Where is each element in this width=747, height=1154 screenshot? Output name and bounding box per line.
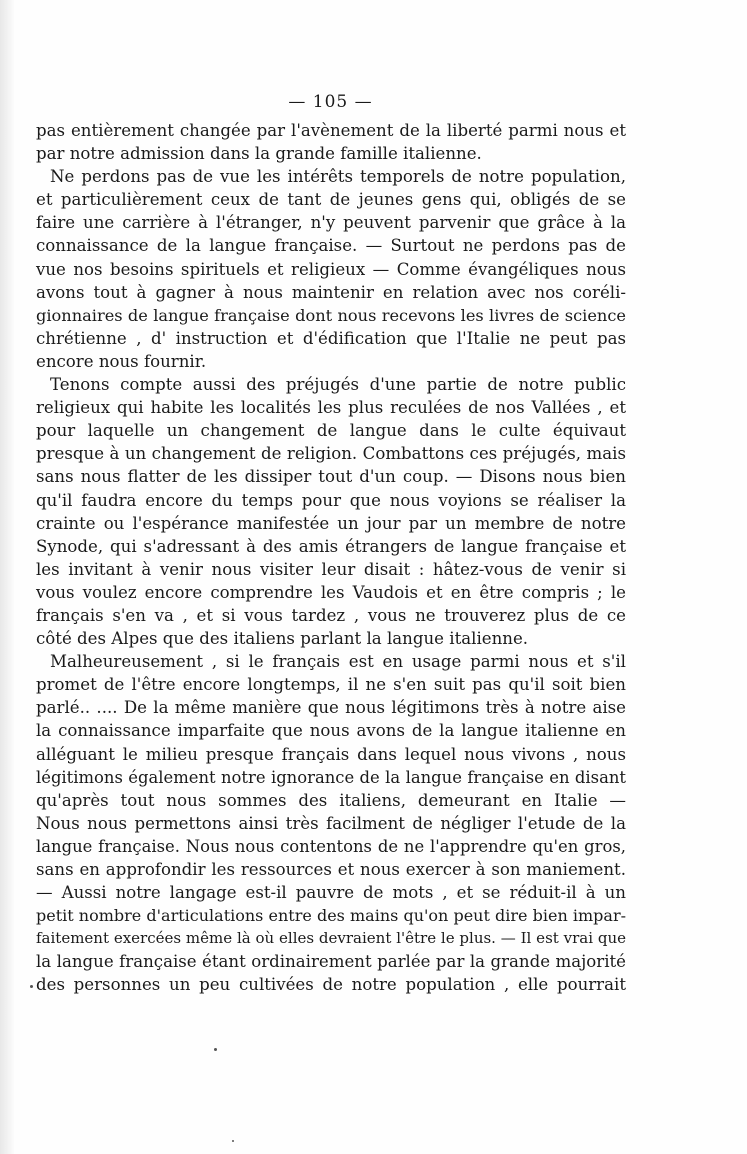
text-line: promet de l'être encore longtemps, il ne s'en suit pas qu'il soit bien [36, 675, 626, 695]
text-line: et particulièrement ceux de tant de jeunes gens qui, obligés de se [36, 190, 626, 210]
text-line: Nous nous permettons ainsi très facilment de négliger l'etude de la [36, 813, 626, 833]
text-line: légitimons également notre ignorance de la langue française en disant [36, 767, 626, 787]
text-line: vue nos besoins spirituels et religieux — Comme évangéliques nous [36, 259, 626, 279]
text-line: faire une carrière à l'étranger, n'y peuvent parvenir que grâce à la [36, 213, 626, 233]
text-line: religieux qui habite les localités les plus reculées de nos Vallées , et [36, 398, 626, 418]
text-line: faitement exercées même là où elles devraient l'être le plus. — Il est vrai que [36, 929, 626, 948]
text-line: sans nous flatter de les dissiper tout d'un coup. — Disons nous bien [36, 467, 626, 487]
text-line: côté des Alpes que des italiens parlant la langue italienne. [36, 629, 529, 649]
text-line: gionnaires de langue française dont nous recevons les livres de science [36, 305, 626, 325]
text-line: la langue française étant ordinairement parlée par la grande majorité [36, 952, 626, 972]
page-binding-shadow [0, 0, 14, 1154]
text-line: pour laquelle un changement de langue dans le culte équivaut [36, 421, 626, 441]
text-line: la connaissance imparfaite que nous avons de la langue italienne en [36, 721, 626, 741]
text-line: — Aussi notre langage est-il pauvre de mots , et se réduit-il à un [36, 883, 626, 903]
text-line: qu'il faudra encore du temps pour que nous voyions se réaliser la [36, 490, 626, 510]
text-line: langue française. Nous nous contentons de ne l'apprendre qu'en gros, [36, 836, 626, 856]
text-line: encore nous fournir. [36, 351, 207, 371]
body-text [36, 119, 626, 997]
print-speck [30, 985, 33, 988]
text-line: Ne perdons pas de vue les intérêts temporels de notre population, [50, 167, 626, 187]
text-line: Tenons compte aussi des préjugés d'une partie de notre public [50, 375, 626, 395]
text-line: Malheureusement , si le français est en usage parmi nous et s'il [50, 652, 626, 672]
text-line: connaissance de la langue française. — Surtout ne perdons pas de [36, 236, 626, 256]
text-line: parlé.. .... De la même manière que nous légitimons très à notre aise [36, 698, 626, 718]
text-line: français s'en va , et si vous tardez , vous ne trouverez plus de ce [36, 605, 626, 625]
text-line: presque à un changement de religion. Combattons ces préjugés, mais [36, 444, 626, 464]
text-line: pas entièrement changée par l'avènement de la liberté parmi nous et [36, 121, 626, 140]
print-speck [214, 1048, 217, 1051]
text-line: les invitant à venir nous visiter leur disait : hâtez-vous de venir si [36, 559, 626, 579]
text-line: crainte ou l'espérance manifestée un jour par un membre de notre [36, 513, 626, 533]
text-line: Synode, qui s'adressant à des amis étrangers de langue française et [36, 536, 626, 556]
page-number: — 105 — [288, 92, 373, 112]
text-line: chrétienne , d' instruction et d'édification que l'Italie ne peut pas [36, 328, 626, 348]
print-speck [232, 1140, 234, 1142]
text-line: des personnes un peu cultivées de notre population , elle pourrait [36, 975, 626, 995]
text-line: petit nombre d'articulations entre des mains qu'on peut dire bien impar- [36, 906, 626, 926]
text-line: avons tout à gagner à nous maintenir en relation avec nos coréli- [36, 282, 626, 302]
text-line: qu'après tout nous sommes des italiens, demeurant en Italie — [36, 790, 626, 810]
text-line: sans en approfondir les ressources et nous exercer à son maniement. [36, 860, 626, 879]
text-line: par notre admission dans la grande famille italienne. [36, 144, 482, 164]
text-line: vous voulez encore comprendre les Vaudois et en être compris ; le [36, 582, 626, 602]
text-line: alléguant le milieu presque français dans lequel nous vivons , nous [36, 744, 626, 764]
